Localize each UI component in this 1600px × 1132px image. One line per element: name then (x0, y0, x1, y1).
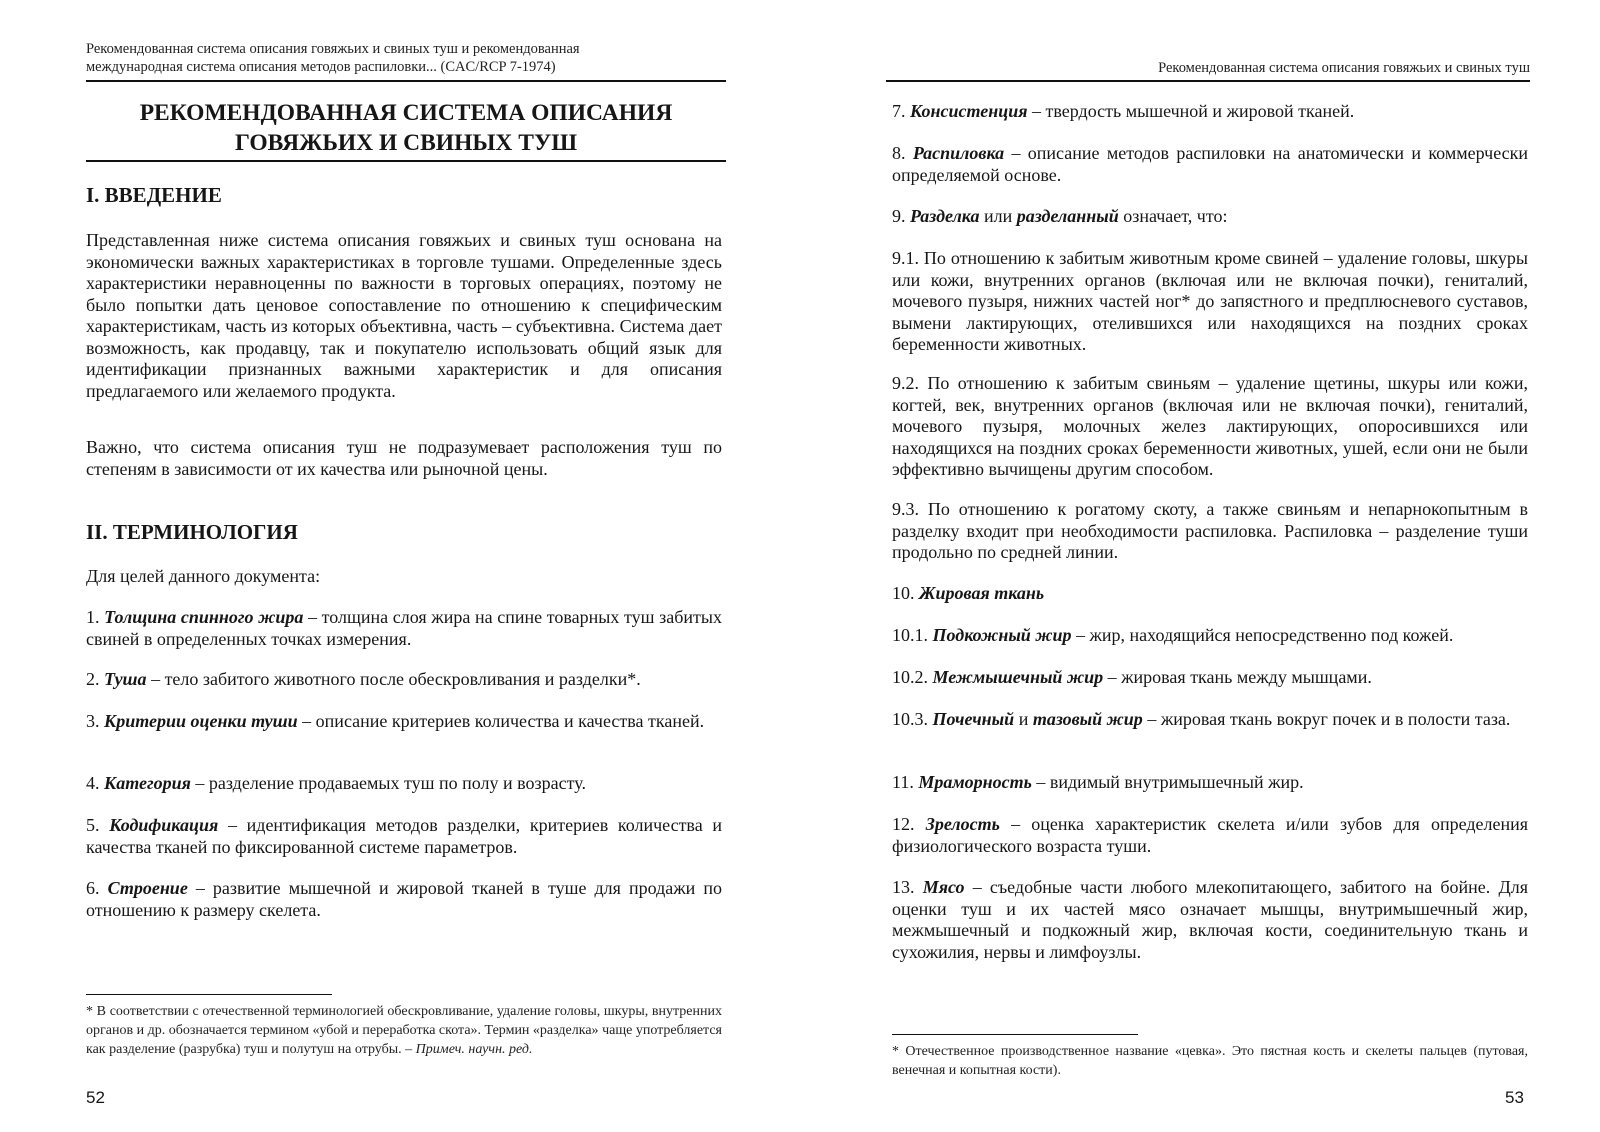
term-definition: – описание критериев количества и качества тканей. (297, 711, 705, 731)
footnote-rule-left (86, 994, 332, 995)
title-rule (86, 160, 726, 162)
title-line-1: РЕКОМЕНДОВАННАЯ СИСТЕМА ОПИСАНИЯ (139, 100, 673, 126)
running-head-line-1: Рекомендованная система описания говяжьих и свиных туш и рекомендованная (86, 41, 580, 57)
footnote-editor-note: Примеч. научн. ред. (415, 1042, 533, 1057)
item-number: 12. (892, 814, 915, 834)
running-head-left (86, 40, 726, 76)
section-heading-introduction: I. ВВЕДЕНИЕ (86, 183, 222, 207)
term-name: Толщина спинного жира (104, 607, 304, 627)
intro-paragraph-2: Важно, что система описания туш не подразумевает расположения туш по степеням в зависимости от их качества или рыночной цены. (86, 437, 722, 479)
term-definition: – идентификация методов разделки, критериев количества и качества тканей по фиксированной системе параметров. (86, 815, 723, 857)
footnote-text: * В соответствии с отечественной терминологией обескровливание, удаление головы, шкуры, внутренних органов и др. обозначается термином «убой и переработка скота». Термин «разделка» чаще употребляется как разделение (разрубка) туш и полутуш на отрубы. – (86, 1004, 722, 1057)
term-name: Подкожный жир (932, 625, 1072, 645)
term-name: Категория (104, 773, 191, 793)
page-number-right: 53 (1505, 1088, 1524, 1107)
term-item-11 (892, 772, 1528, 794)
term-definition: – видимый внутримышечный жир. (1031, 772, 1304, 792)
term-item-1 (86, 607, 722, 650)
term-name: Критерии оценки туши (104, 711, 298, 731)
item-number: 7. (892, 101, 906, 121)
term-definition: – оценка характеристик скелета и/или зубов для определения физиологического возраста туши. (892, 814, 1528, 856)
item-number: 5. (86, 815, 100, 835)
section-heading-terminology: II. ТЕРМИНОЛОГИЯ (86, 520, 298, 544)
item-number: 9. (892, 206, 906, 226)
footnote-left (86, 1002, 722, 1059)
term-item-4 (86, 773, 722, 795)
connector-text: и (1014, 709, 1033, 729)
term-name: Разделка (910, 206, 980, 226)
term-item-2 (86, 669, 722, 691)
term-item-3 (86, 711, 722, 733)
term-item-9-2: 9.2. По отношению к забитым свиньям – удаление щетины, шкуры или кожи, когтей, век, внутренних органов (включая или не включая почки), гениталий, мочевого пузыря, молочных желез лактирующих, опоросившихся или находящихся на поздних сроках беременности животных, ушей, если они не были эффективно вычищены другим способом. (892, 373, 1528, 479)
term-definition: – описание методов распиловки на анатомически и коммерчески определяемой основе. (892, 143, 1528, 185)
term-name: Кодификация (109, 815, 219, 835)
term-name: Почечный (932, 709, 1015, 729)
term-name: Мясо (922, 877, 965, 897)
running-head-right: Рекомендованная система описания говяжьих и свиных туш (1158, 60, 1530, 76)
item-number: 10.2. (892, 667, 928, 687)
right-page (800, 0, 1600, 1132)
item-number: 10.3. (892, 709, 928, 729)
connector-text: или (979, 206, 1017, 226)
term-name: Зрелость (925, 814, 1000, 834)
page-number-left: 52 (86, 1088, 105, 1107)
header-rule-left (86, 80, 726, 82)
term-name: Мраморность (918, 772, 1032, 792)
item-number: 10.1. (892, 625, 928, 645)
item-number: 11. (892, 772, 914, 792)
term-name-2: разделанный (1016, 206, 1119, 226)
term-item-5 (86, 815, 722, 858)
term-name: Жировая ткань (919, 583, 1045, 603)
term-item-7 (892, 101, 1528, 123)
term-name: Строение (107, 878, 188, 898)
term-item-9-3: 9.3. По отношению к рогатому скоту, а также свиньям и непарнокопытным в разделку входит при необходимости распиловка. Распиловка – разделение туши продольно по средней линии. (892, 499, 1528, 562)
term-item-9-1: 9.1. По отношению к забитым животным кроме свиней – удаление головы, шкуры или кожи, внутренних органов (включая или не включая почки), гениталий, мочевого пузыря, нижних частей ног* до запястного и предплюсневого суставов, вымени лактирующих, отелившихся или находящихся на поздних сроках беременности животных. (892, 248, 1528, 354)
term-item-6 (86, 878, 722, 921)
item-number: 2. (86, 669, 100, 689)
page-title (86, 98, 726, 158)
term-item-10-2 (892, 667, 1528, 689)
term-name: Распиловка (912, 143, 1005, 163)
term-item-10 (892, 583, 1528, 605)
header-rule-right (886, 80, 1530, 82)
term-name: Туша (104, 669, 147, 689)
title-line-2: ГОВЯЖЬИХ И СВИНЫХ ТУШ (234, 130, 578, 156)
term-item-12 (892, 814, 1528, 857)
term-item-10-1 (892, 625, 1528, 647)
item-number: 1. (86, 607, 100, 627)
item-number: 6. (86, 878, 100, 898)
footnote-right: * Отечественное производственное название «цевка». Это пястная кость и скелеты пальцев (путовая, венечная и копытная кости). (892, 1044, 1528, 1078)
term-definition: означает, что: (1118, 206, 1228, 226)
term-definition: – толщина слоя жира на спине товарных туш забитых свиней в определенных точках измерения. (86, 607, 722, 649)
term-item-13 (892, 877, 1528, 963)
running-head-line-2: международная система описания методов распиловки... (CAC/RCP 7-1974) (86, 59, 556, 75)
term-definition: – съедобные части любого млекопитающего, забитого на бойне. Для оценки туш и их частей мясо означает мышцы, внутримышечный жир, межмышечный и подкожный жир, включая кости, соединительную ткань и сухожилия, нервы и лимфоузлы. (892, 877, 1529, 962)
term-definition: – разделение продаваемых туш по полу и возрасту. (190, 773, 586, 793)
term-definition: – жир, находящийся непосредственно под кожей. (1071, 625, 1454, 645)
term-definition: – развитие мышечной и жировой тканей в туше для продажи по отношению к размеру скелета. (86, 878, 722, 920)
term-definition: – жировая ткань между мышцами. (1103, 667, 1372, 687)
term-name: Консистенция (910, 101, 1028, 121)
term-item-8 (892, 143, 1528, 186)
term-name: Межмышечный жир (932, 667, 1104, 687)
term-definition: – тело забитого животного после обескровливания и разделки*. (146, 669, 641, 689)
intro-paragraph-1: Представленная ниже система описания говяжьих и свиных туш основана на экономически важных характеристиках в торговле тушами. Определенные здесь характеристики неравноценны по важности в торговых операциях, поэтому не было попытки дать ценовое сопоставление по отношению к специфическим характеристикам, часть из которых объективна, часть – субъективна. Система дает возможность, как продавцу, так и покупателю использовать общий язык для идентификации признанных важными характеристик и для описания предлагаемого или желаемого продукта. (86, 230, 722, 401)
item-number: 3. (86, 711, 100, 731)
term-item-10-3 (892, 709, 1528, 731)
item-number: 4. (86, 773, 100, 793)
item-number: 10. (892, 583, 915, 603)
term-name-2: тазовый жир (1032, 709, 1143, 729)
item-number: 8. (892, 143, 906, 163)
term-definition: – жировая ткань вокруг почек и в полости таза. (1142, 709, 1511, 729)
item-number: 13. (892, 877, 915, 897)
term-item-9 (892, 206, 1528, 228)
footnote-rule-right (892, 1034, 1138, 1035)
term-definition: – твердость мышечной и жировой тканей. (1027, 101, 1355, 121)
purpose-line: Для целей данного документа: (86, 566, 321, 586)
